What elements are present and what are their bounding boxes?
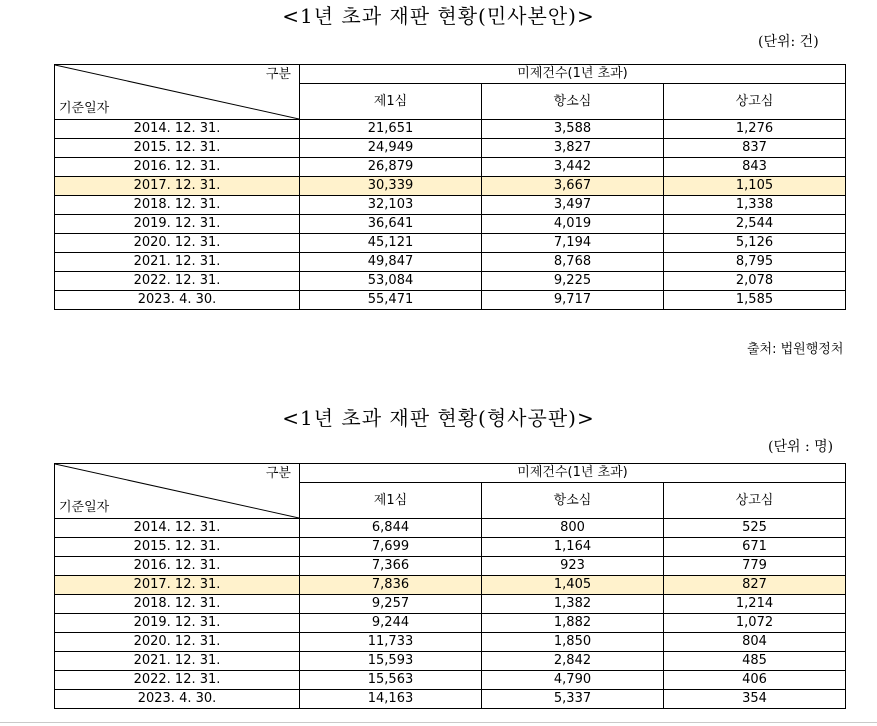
appeal-cell: 1,382 — [482, 595, 664, 614]
row-date-cell: 2016. 12. 31. — [55, 557, 300, 576]
appeal-cell: 1,850 — [482, 633, 664, 652]
table-row — [55, 177, 846, 196]
supreme-cell: 843 — [664, 158, 846, 177]
row-date-cell: 2015. 12. 31. — [55, 139, 300, 158]
row-date-cell: 2021. 12. 31. — [55, 652, 300, 671]
appeal-cell: 4,019 — [482, 215, 664, 234]
supreme-cell: 827 — [664, 576, 846, 595]
supreme-cell: 671 — [664, 538, 846, 557]
first-instance-cell: 49,847 — [300, 253, 482, 272]
table-row — [55, 671, 846, 690]
criminal-table-title: <1년 초과 재판 현황(형사공판)> — [282, 406, 595, 430]
supreme-cell: 5,126 — [664, 234, 846, 253]
header-group-label: 미제건수(1년 초과) — [300, 464, 846, 483]
supreme-cell: 8,795 — [664, 253, 846, 272]
appeal-cell: 1,882 — [482, 614, 664, 633]
table-row — [55, 576, 846, 595]
row-date-cell: 2022. 12. 31. — [55, 671, 300, 690]
first-instance-cell: 45,121 — [300, 234, 482, 253]
first-instance-cell: 9,257 — [300, 595, 482, 614]
appeal-cell: 1,164 — [482, 538, 664, 557]
supreme-cell: 837 — [664, 139, 846, 158]
row-date-cell: 2017. 12. 31. — [55, 177, 300, 196]
column-header-appeal: 항소심 — [482, 84, 664, 120]
row-date-cell: 2019. 12. 31. — [55, 614, 300, 633]
civil-unit-label: (단위: 건) — [758, 34, 819, 50]
first-instance-cell: 24,949 — [300, 139, 482, 158]
first-instance-cell: 36,641 — [300, 215, 482, 234]
first-instance-cell: 55,471 — [300, 291, 482, 310]
page-bottom-divider — [0, 722, 877, 723]
supreme-cell: 525 — [664, 519, 846, 538]
table-row — [55, 595, 846, 614]
supreme-cell: 1,338 — [664, 196, 846, 215]
supreme-cell: 1,105 — [664, 177, 846, 196]
row-date-cell: 2020. 12. 31. — [55, 234, 300, 253]
table-row — [55, 519, 846, 538]
first-instance-cell: 30,339 — [300, 177, 482, 196]
table-row — [55, 272, 846, 291]
civil-table-title: <1년 초과 재판 현황(민사본안)> — [282, 4, 595, 28]
supreme-cell: 406 — [664, 671, 846, 690]
table-row — [55, 139, 846, 158]
appeal-cell: 3,588 — [482, 120, 664, 139]
table-row — [55, 253, 846, 272]
row-date-cell: 2020. 12. 31. — [55, 633, 300, 652]
appeal-cell: 9,225 — [482, 272, 664, 291]
header-date-label: 기준일자 — [59, 101, 110, 116]
first-instance-cell: 15,563 — [300, 671, 482, 690]
first-instance-cell: 21,651 — [300, 120, 482, 139]
first-instance-cell: 6,844 — [300, 519, 482, 538]
first-instance-cell: 7,836 — [300, 576, 482, 595]
header-group-label: 미제건수(1년 초과) — [300, 65, 846, 84]
table-row — [55, 158, 846, 177]
diagonal-header-cell — [55, 464, 300, 519]
supreme-cell: 1,072 — [664, 614, 846, 633]
civil-table — [54, 64, 846, 310]
first-instance-cell: 14,163 — [300, 690, 482, 709]
table-row — [55, 196, 846, 215]
appeal-cell: 3,827 — [482, 139, 664, 158]
supreme-cell: 2,544 — [664, 215, 846, 234]
table-row — [55, 557, 846, 576]
first-instance-cell: 7,699 — [300, 538, 482, 557]
header-gubun-label: 구분 — [265, 466, 291, 481]
row-date-cell: 2018. 12. 31. — [55, 595, 300, 614]
appeal-cell: 1,405 — [482, 576, 664, 595]
table-row — [55, 652, 846, 671]
table-row — [55, 690, 846, 709]
first-instance-cell: 9,244 — [300, 614, 482, 633]
table-row — [55, 120, 846, 139]
column-header-first-instance: 제1심 — [300, 483, 482, 519]
row-date-cell: 2014. 12. 31. — [55, 120, 300, 139]
table-row — [55, 538, 846, 557]
criminal-unit-label: (단위 : 명) — [768, 439, 834, 455]
row-date-cell: 2016. 12. 31. — [55, 158, 300, 177]
appeal-cell: 923 — [482, 557, 664, 576]
supreme-cell: 804 — [664, 633, 846, 652]
header-date-label: 기준일자 — [59, 500, 110, 515]
row-date-cell: 2014. 12. 31. — [55, 519, 300, 538]
criminal-table — [54, 463, 846, 709]
row-date-cell: 2019. 12. 31. — [55, 215, 300, 234]
appeal-cell: 3,497 — [482, 196, 664, 215]
table-row — [55, 614, 846, 633]
row-date-cell: 2017. 12. 31. — [55, 576, 300, 595]
table-row — [55, 215, 846, 234]
supreme-cell: 485 — [664, 652, 846, 671]
supreme-cell: 354 — [664, 690, 846, 709]
table-row — [55, 234, 846, 253]
column-header-first-instance: 제1심 — [300, 84, 482, 120]
row-date-cell: 2023. 4. 30. — [55, 291, 300, 310]
column-header-supreme: 상고심 — [664, 483, 846, 519]
row-date-cell: 2021. 12. 31. — [55, 253, 300, 272]
row-date-cell: 2022. 12. 31. — [55, 272, 300, 291]
supreme-cell: 2,078 — [664, 272, 846, 291]
first-instance-cell: 7,366 — [300, 557, 482, 576]
supreme-cell: 1,214 — [664, 595, 846, 614]
appeal-cell: 5,337 — [482, 690, 664, 709]
table-row — [55, 291, 846, 310]
column-header-appeal: 항소심 — [482, 483, 664, 519]
appeal-cell: 8,768 — [482, 253, 664, 272]
appeal-cell: 2,842 — [482, 652, 664, 671]
first-instance-cell: 15,593 — [300, 652, 482, 671]
supreme-cell: 779 — [664, 557, 846, 576]
row-date-cell: 2023. 4. 30. — [55, 690, 300, 709]
supreme-cell: 1,585 — [664, 291, 846, 310]
header-gubun-label: 구분 — [265, 67, 291, 82]
appeal-cell: 4,790 — [482, 671, 664, 690]
appeal-cell: 3,442 — [482, 158, 664, 177]
source-note: 출처: 법원행정처 — [747, 342, 844, 357]
row-date-cell: 2015. 12. 31. — [55, 538, 300, 557]
row-date-cell: 2018. 12. 31. — [55, 196, 300, 215]
first-instance-cell: 26,879 — [300, 158, 482, 177]
first-instance-cell: 11,733 — [300, 633, 482, 652]
appeal-cell: 9,717 — [482, 291, 664, 310]
table-row — [55, 633, 846, 652]
appeal-cell: 3,667 — [482, 177, 664, 196]
first-instance-cell: 32,103 — [300, 196, 482, 215]
appeal-cell: 800 — [482, 519, 664, 538]
diagonal-header-cell — [55, 65, 300, 120]
column-header-supreme: 상고심 — [664, 84, 846, 120]
appeal-cell: 7,194 — [482, 234, 664, 253]
supreme-cell: 1,276 — [664, 120, 846, 139]
first-instance-cell: 53,084 — [300, 272, 482, 291]
